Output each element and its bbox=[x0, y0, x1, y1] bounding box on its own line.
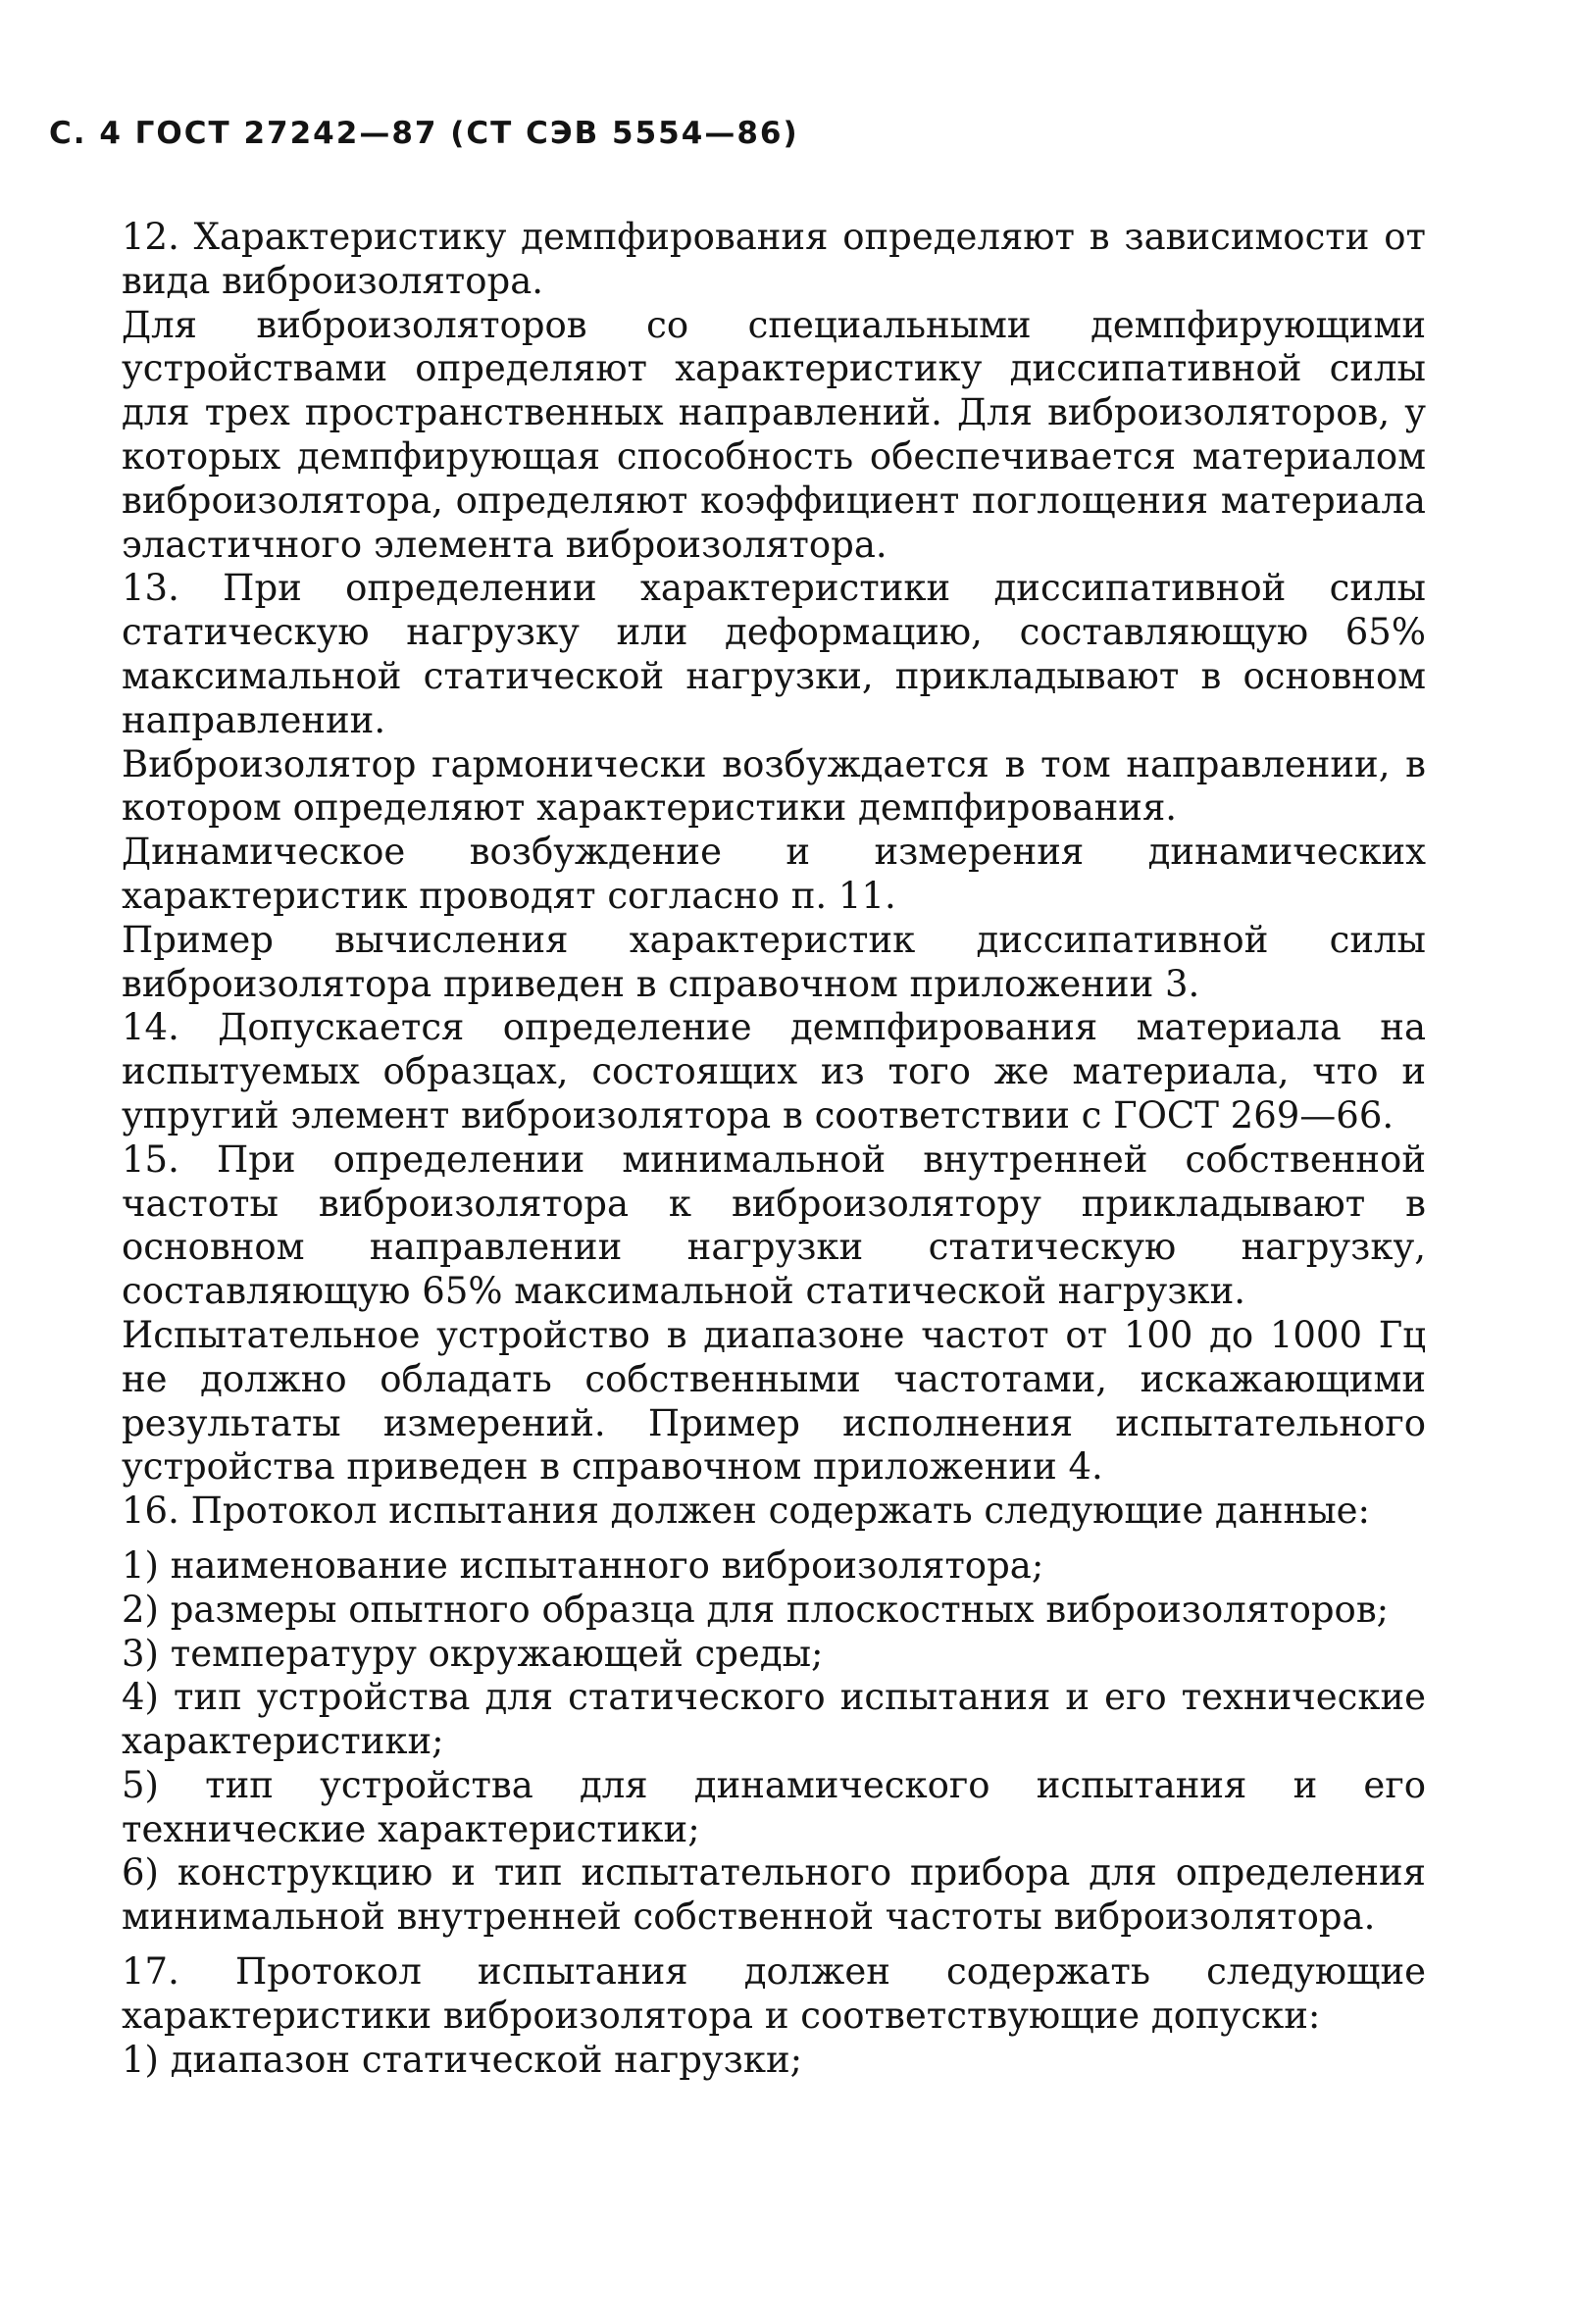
list-item-16-5: 5) тип устройства для динамического испытания и его технические характеристики; bbox=[122, 1763, 1426, 1850]
list-item-16-1: 1) наименование испытанного виброизолятора; bbox=[122, 1543, 1044, 1587]
paragraph-13-excitation: Виброизолятор гармонически возбуждается в том направлении, в котором определяют характеристики демпфирования. bbox=[122, 742, 1426, 830]
list-item-16-4: 4) тип устройства для статического испытания и его технические характеристики; bbox=[122, 1676, 1426, 1763]
paragraph-13-dynamic: Динамическое возбуждение и измерения динамических характеристик проводят согласно п. 11. bbox=[122, 831, 1426, 917]
paragraph-12: 12. Характеристику демпфирования определяют в зависимости от вида виброизолятора. bbox=[122, 216, 1426, 302]
paragraph-13: 13. При определении характеристики диссипативной силы статическую нагрузку или деформацию, составляющую 65% максимальной статической нагрузки, прикладывают в основном направлении. bbox=[122, 567, 1426, 741]
paragraph-15-device: Испытательное устройство в диапазоне частот от 100 до 1000 Гц не должно обладать собственными частотами, искажающими результаты измерений. Пример исполнения испытательного устройства приведен в справочном приложении 4. bbox=[122, 1313, 1426, 1489]
paragraph-17: 17. Протокол испытания должен содержать следующие характеристики виброизолятора и соответствующие допуски: bbox=[122, 1950, 1426, 2037]
list-item-16-3: 3) температуру окружающей среды; bbox=[122, 1632, 824, 1675]
paragraph-16: 16. Протокол испытания должен содержать следующие данные: bbox=[122, 1490, 1371, 1533]
list-item-16-6: 6) конструкцию и тип испытательного прибора для определения минимальной внутренней собственной частоты виброизолятора. bbox=[122, 1851, 1426, 1939]
list-item-17-1: 1) диапазон статической нагрузки; bbox=[122, 2038, 803, 2081]
document-body bbox=[122, 216, 1426, 2082]
list-item-16-2: 2) размеры опытного образца для плоскостных виброизоляторов; bbox=[122, 1588, 1390, 1631]
paragraph-15: 15. При определении минимальной внутренней собственной частоты виброизолятора к виброизолятору прикладывают в основном направлении нагрузки статическую нагрузку, составляющую 65% максимальной статической нагрузки. bbox=[122, 1137, 1426, 1313]
page-header: С. 4 ГОСТ 27242—87 (СТ СЭВ 5554—86) bbox=[49, 116, 799, 151]
paragraph-14: 14. Допускается определение демпфирования материала на испытуемых образцах, состоящих из того же материала, что и упругий элемент виброизолятора в соответствии с ГОСТ 269—66. bbox=[122, 1006, 1426, 1137]
paragraph-12-detail: Для виброизоляторов со специальными демпфирующими устройствами определяют характеристику диссипативной силы для трех пространственных направлений. Для виброизоляторов, у которых демпфирующая способность обеспечивается материалом виброизолятора, определяют коэффициент поглощения материала эластичного элемента виброизолятора. bbox=[122, 303, 1426, 566]
paragraph-13-example: Пример вычисления характеристик диссипативной силы виброизолятора приведен в справочном приложении 3. bbox=[122, 918, 1426, 1005]
